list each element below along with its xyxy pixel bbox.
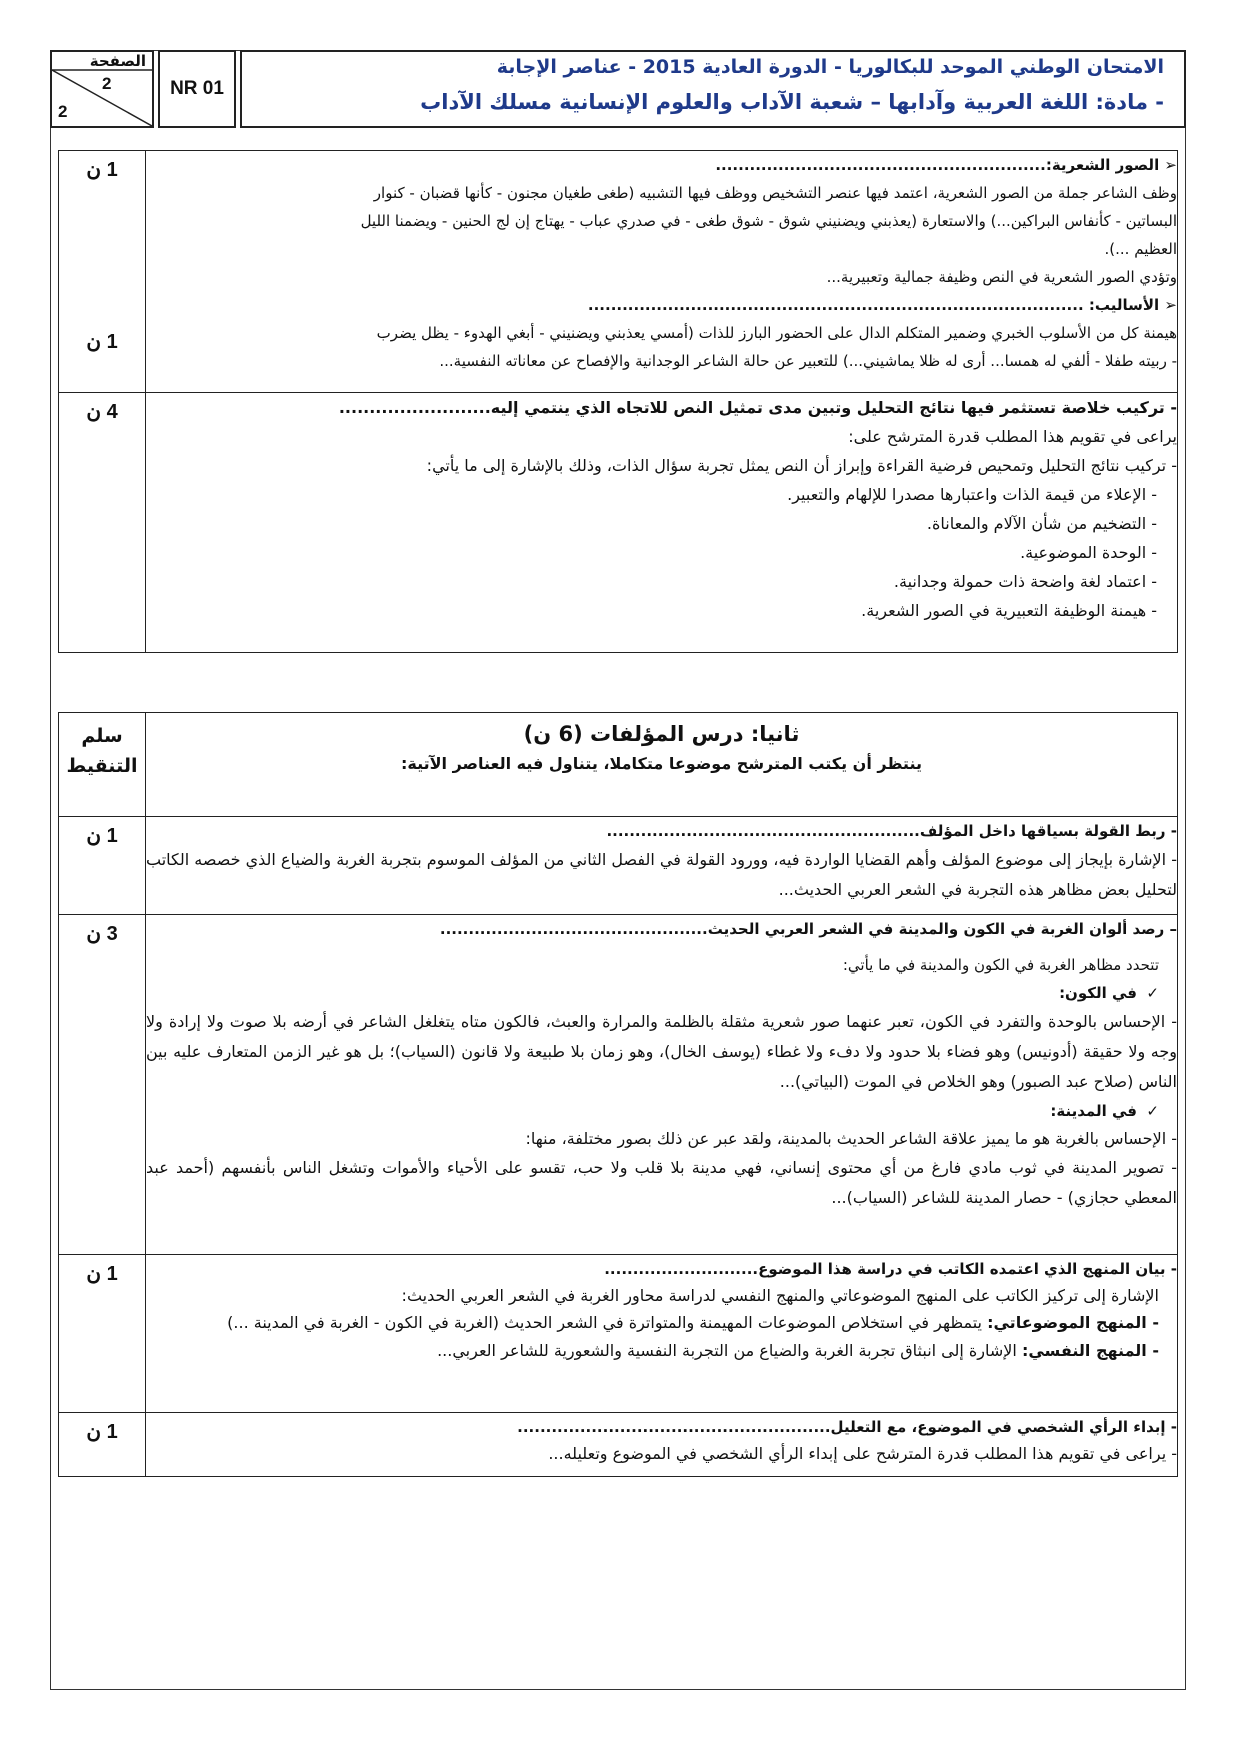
- score-cell: [59, 817, 146, 915]
- score-cell: [59, 915, 146, 1255]
- table-row: [59, 1413, 1178, 1477]
- score-value: 1 ن: [86, 1421, 118, 1443]
- table-row: [59, 1255, 1178, 1413]
- synthesis-heading: - تركيب خلاصة تستثمر فيها نتائج التحليل وتبين مدى تمثيل النص للاتجاه الذي ينتمي إليه.........................: [338, 398, 1177, 417]
- page-current: 2: [102, 74, 112, 93]
- list-item: - هيمنة الوظيفة التعبيرية في الصور الشعرية.: [861, 601, 1157, 620]
- city-text-b: - تصوير المدينة في ثوب مادي فارغ من أي محتوى إنساني، فهي مدينة بلا قلب ولا حب، تقسو على الأحياء والأموات وتشغل الناس بأنفسهم (أحمد عبد المعطي حجازي) - حصار المدينة للشاعر (السياب)...: [146, 1158, 1177, 1207]
- alienation-intro: تتحدد مظاهر الغربة في الكون والمدينة في ما يأتي:: [842, 956, 1159, 974]
- page-total: 2: [58, 102, 68, 121]
- quote-context-cell: [146, 817, 1178, 915]
- score-value: 4 ن: [86, 401, 118, 423]
- text-line: وتؤدي الصور الشعرية في النص وظيفة جمالية وتعبيرية...: [826, 268, 1177, 286]
- text-line: - ربيته طفلا - ألفي له همسا... أرى له ظلا يماشيني...) للتعبير عن حالة الشاعر الوجدانية والإفصاح عن معاناته النفسية...: [439, 352, 1177, 370]
- opinion-text: - يراعى في تقويم هذا المطلب قدرة المترشح على إبداء الرأي الشخصي في الموضوع وتعليله...: [548, 1444, 1177, 1463]
- method-cell: [146, 1255, 1178, 1413]
- check-icon: ✓: [1146, 984, 1159, 1002]
- exam-header: [50, 50, 1186, 130]
- cosmos-label: في الكون:: [1059, 984, 1137, 1002]
- exam-title: الامتحان الوطني الموحد للبكالوريا - الدورة العادية 2015 - عناصر الإجابة: [496, 56, 1164, 78]
- cosmos-text: - الإحساس بالوحدة والتفرد في الكون، تعبر عنهما صور شعرية مثقلة بالظلمة والمرارة والعبث، فالكون متاه يتغلغل الشاعر في أرضه بلا صوت ولا إرادة ولا وجه ولا حقيقة (أدونيس) وهو فضاء بلا حدود ولا دفء ولا غطاء (يوسف الخال)، وهو زمان بلا طبيعة ولا قانون (السياب)؛ بل هو غير الزمن المتعارف عليه بين الناس (صلاح عبد الصبور) وهو الخلاص في الموت (البياتي)...: [146, 1012, 1177, 1091]
- city-subheading: [146, 1097, 1177, 1125]
- text-line: - تركيب نتائج التحليل وتمحيص فرضية القراءة وإبراز أن النص يمثل تجربة سؤال الذات، وذلك بالإشارة إلى ما يأتي:: [426, 456, 1177, 475]
- table-row: [59, 393, 1178, 653]
- method-heading: - بيان المنهج الذي اعتمده الكاتب في دراسة هذا الموضوع...........................: [604, 1260, 1177, 1278]
- alienation-heading: – رصد ألوان الغربة في الكون والمدينة في الشعر العربي الحديث...............................................: [439, 920, 1177, 938]
- opinion-cell: [146, 1413, 1178, 1477]
- thematic-method-label: - المنهج الموضوعاتي:: [987, 1313, 1159, 1332]
- psych-method-text: الإشارة إلى انبثاق تجربة الغربة والضياع من التجربة النفسية والشعورية للشاعر العربي...: [437, 1341, 1017, 1360]
- table-row: [59, 151, 1178, 393]
- list-item: - الإعلاء من قيمة الذات واعتبارها مصدرا للإلهام والتعبير.: [787, 485, 1157, 504]
- psych-method-label: - المنهج النفسي:: [1021, 1341, 1159, 1360]
- section2-subtitle: ينتظر أن يكتب المترشح موضوعا متكاملا، يتناول فيه العناصر الآتية:: [400, 754, 922, 773]
- alienation-cell: [146, 915, 1178, 1255]
- styles-heading: ➢ الأساليب: .......................................................................................: [587, 296, 1177, 314]
- cosmos-subheading: [146, 979, 1177, 1007]
- text-line: وظف الشاعر جملة من الصور الشعرية، اعتمد فيها عنصر التشخيص ووظف فيها التشبيه (طغى طغيان مجنون - كأنها قضبان - كنوار: [373, 184, 1177, 202]
- exam-code: NR 01: [158, 50, 236, 128]
- images-styles-cell: [146, 151, 1178, 393]
- page-box: [50, 50, 154, 128]
- table-row: [59, 915, 1178, 1255]
- list-item: - الوحدة الموضوعية.: [1020, 543, 1157, 562]
- header-title-box: [240, 50, 1186, 128]
- score-value: 3 ن: [86, 923, 118, 945]
- thematic-method-text: يتمظهر في استخلاص الموضوعات المهيمنة والمتواترة في الشعر الحديث (الغربة في الكون - الغربة في المدينة ...): [227, 1313, 982, 1332]
- check-icon: ✓: [1146, 1102, 1159, 1120]
- text-line: البساتين - كأنفاس البراكين...) والاستعارة (يعذبني ويضنيني شوق - شوق طغى - في صدري عباب - يهتاج إن لج الحنين - ويضمنا الليل: [360, 212, 1177, 230]
- table-row: [59, 817, 1178, 915]
- score-value: 1 ن: [86, 159, 118, 181]
- list-item: - التضخيم من شأن الآلام والمعاناة.: [926, 514, 1157, 533]
- images-heading: ➢ الصور الشعرية:..........................................................: [715, 156, 1177, 174]
- section2-title: ثانيا: درس المؤلفات (6 ن): [523, 722, 800, 746]
- section2-title-cell: [146, 713, 1178, 817]
- method-intro: الإشارة إلى تركيز الكاتب على المنهج الموضوعاتي والمنهج النفسي لدراسة محاور الغربة في الشعر العربي الحديث:: [401, 1286, 1159, 1305]
- opinion-heading: - إبداء الرأي الشخصي في الموضوع، مع التعليل.......................................................: [517, 1418, 1177, 1436]
- text-line: هيمنة كل من الأسلوب الخبري وضمير المتكلم الدال على الحضور البارز للذات (أمسي يعذبني ويضنيني - أبغي الهدوء - يظل يضرب: [376, 324, 1177, 342]
- score-cell: [59, 1255, 146, 1413]
- text-line: يراعى في تقويم هذا المطلب قدرة المترشح على:: [848, 427, 1177, 446]
- score-value: 1 ن: [86, 825, 118, 847]
- page-label: الصفحة: [89, 52, 146, 70]
- score-cell: [59, 151, 146, 393]
- scale-label: سلم التنقيط: [59, 713, 146, 817]
- subject-title: - مادة: اللغة العربية وآدابها – شعبة الآداب والعلوم الإنسانية مسلك الآداب: [420, 90, 1164, 114]
- score-value: 1 ن: [86, 331, 118, 353]
- quote-context-heading: - ربط القولة بسياقها داخل المؤلف.......................................................: [606, 822, 1177, 840]
- score-value: 1 ن: [86, 1263, 118, 1285]
- section1-table: [58, 150, 1178, 653]
- synthesis-cell: [146, 393, 1178, 653]
- score-cell: [59, 1413, 146, 1477]
- section2-table: [58, 712, 1178, 1477]
- city-label: في المدينة:: [1050, 1102, 1137, 1120]
- table-row: [59, 713, 1178, 817]
- thematic-method: [146, 1309, 1177, 1337]
- list-item: - اعتماد لغة واضحة ذات حمولة وجدانية.: [893, 572, 1157, 591]
- psych-method: [146, 1337, 1177, 1365]
- text-line: العظيم ...).: [1104, 240, 1177, 258]
- city-text-a: - الإحساس بالغربة هو ما يميز علاقة الشاعر الحديث بالمدينة، ولقد عبر عن ذلك بصور مختلفة، منها:: [525, 1129, 1177, 1148]
- quote-context-text: - الإشارة بإيجاز إلى موضوع المؤلف وأهم القضايا الواردة فيه، وورود القولة في الفصل الثاني من المؤلف الموسوم بتجربة الغربة والضياع الذي خصصه الكاتب لتحليل بعض مظاهر هذه التجربة في الشعر العربي الحديث...: [146, 850, 1177, 899]
- score-cell: [59, 393, 146, 653]
